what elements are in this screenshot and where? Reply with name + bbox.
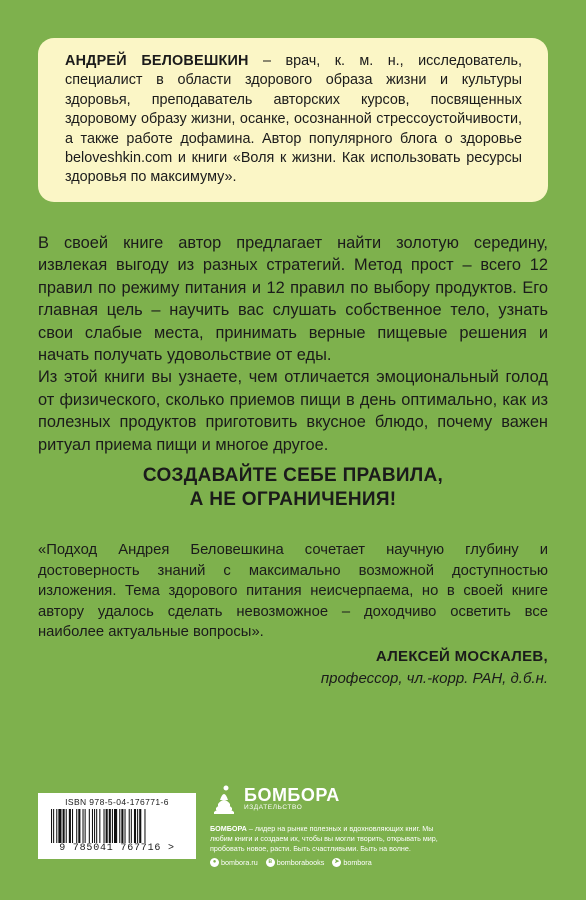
barcode-bar — [137, 809, 138, 843]
barcode-digits: 9 785041 767716 > — [59, 843, 175, 854]
review-quote: «Подход Андрея Беловешкина сочетает научную глубину и достоверность знаний с максимально возможной доступностью изложения. Тема здорового питания неисчерпаема, но в своей книге автору удалось сделать невозможное – доходчиво осветить все наиболее актуальные вопросы». — [38, 542, 548, 641]
barcode-bar — [53, 809, 54, 843]
barcode-bar — [131, 809, 132, 843]
barcode-bar — [99, 809, 100, 843]
barcode-bar — [83, 809, 84, 843]
barcode-bar — [134, 809, 136, 843]
social-site[interactable] — [210, 858, 258, 867]
isbn-label: ISBN 978-5-04-176771-6 — [65, 797, 169, 807]
telegram-icon: ➤ — [334, 859, 340, 865]
barcode-bar — [104, 809, 105, 843]
barcode-bar — [119, 809, 120, 843]
book-description — [38, 232, 548, 456]
social-tg[interactable] — [332, 858, 371, 867]
barcode-bar — [78, 809, 80, 843]
globe-icon: ● — [210, 858, 219, 867]
publisher-tagline: – лидер на рынке полезных и вдохновляющих книг. Мы любим книги и создаем их, чтобы вы могли творить, открывать мир, пробовать новое, расти. Быть счастливыми. Быть на волне. — [210, 824, 438, 853]
barcode-bar — [51, 809, 52, 843]
quote-attribution — [321, 646, 548, 690]
description-paragraph-1: В своей книге автор предлагает найти золотую середину, извлекая выгоду из разных стратегий. Метод прост – всего 12 правил по режиму питания и 12 правил по выбору продуктов. Его главная цель – научить вас слушать собственное тело, узнать свои слабые места, принимать верные пищевые решения и начать получать удовольствие от еды. — [38, 234, 548, 365]
barcode-bar — [94, 809, 95, 843]
bombora-logo-icon — [210, 782, 238, 816]
publisher-socials — [210, 858, 470, 867]
barcode-bar — [96, 809, 97, 843]
barcode-bar — [106, 809, 108, 843]
slogan — [38, 464, 548, 512]
slogan-line-2: А НЕ ОГРАНИЧЕНИЯ! — [189, 489, 397, 510]
barcode-bar — [139, 809, 141, 843]
social-vk[interactable] — [266, 858, 325, 867]
barcode-bar — [69, 809, 71, 843]
barcode-bar — [109, 809, 111, 843]
barcode-bar — [112, 809, 113, 843]
author-bio: – врач, к. м. н., исследователь, специалист в области здорового образа жизни и культуры здоровья, преподаватель авторских курсов, посвященных здоровому образу жизни, осанке, осознанной стрессоустойчивости, а также работе дофамина. Автор популярного блога о здоровье beloveshkin.com и книги «Воля к жизни. Как использовать ресурсы здоровья по максимуму». — [65, 53, 522, 186]
author-name: АНДРЕЙ БЕЛОВЕШКИН — [65, 53, 249, 69]
barcode-bar — [121, 809, 123, 843]
social-vk-label: bomborabooks — [276, 858, 325, 867]
barcode-bar — [63, 809, 65, 843]
description-paragraph-2: Из этой книги вы узнаете, чем отличается эмоциональный голод от физического, сколько приемов пищи в день оптимально, как из полезных продуктов приготовить вкусное блюдо, почему важен ритуал приема пищи и многое другое. — [38, 368, 548, 454]
publisher-brand: БОМБОРА — [210, 824, 247, 833]
barcode-bar — [89, 809, 90, 843]
publisher-logo-name: БОМБОРА — [244, 785, 340, 805]
barcode-block — [38, 793, 196, 859]
publisher-logo-sub: ИЗДАТЕЛЬСТВО — [244, 804, 303, 811]
barcode-bar — [58, 809, 61, 843]
quote-author-title: профессор, чл.-корр. РАН, д.б.н. — [320, 670, 548, 687]
author-bio-box — [38, 38, 548, 202]
publisher-block — [210, 782, 470, 867]
barcode-image — [47, 809, 187, 843]
quote-author-name: АЛЕКСЕЙ МОСКАЛЕВ, — [375, 648, 548, 665]
barcode-bar — [114, 809, 117, 843]
barcode-bar — [85, 809, 86, 843]
barcode-bar — [76, 809, 77, 843]
social-tg-label: bombora — [343, 858, 372, 867]
barcode-bar — [144, 809, 145, 843]
barcode-bar — [56, 809, 57, 843]
slogan-line-1: СОЗДАВАЙТЕ СЕБЕ ПРАВИЛА, — [142, 465, 444, 486]
publisher-description — [210, 824, 455, 854]
barcode-bar — [66, 809, 67, 843]
barcode-bar — [125, 809, 126, 843]
barcode-bar — [129, 809, 130, 843]
publisher-logo — [210, 782, 470, 816]
barcode-bar — [92, 809, 93, 843]
vk-icon: в — [266, 858, 275, 867]
social-site-label: bombora.ru — [221, 858, 258, 867]
barcode-bar — [72, 809, 73, 843]
